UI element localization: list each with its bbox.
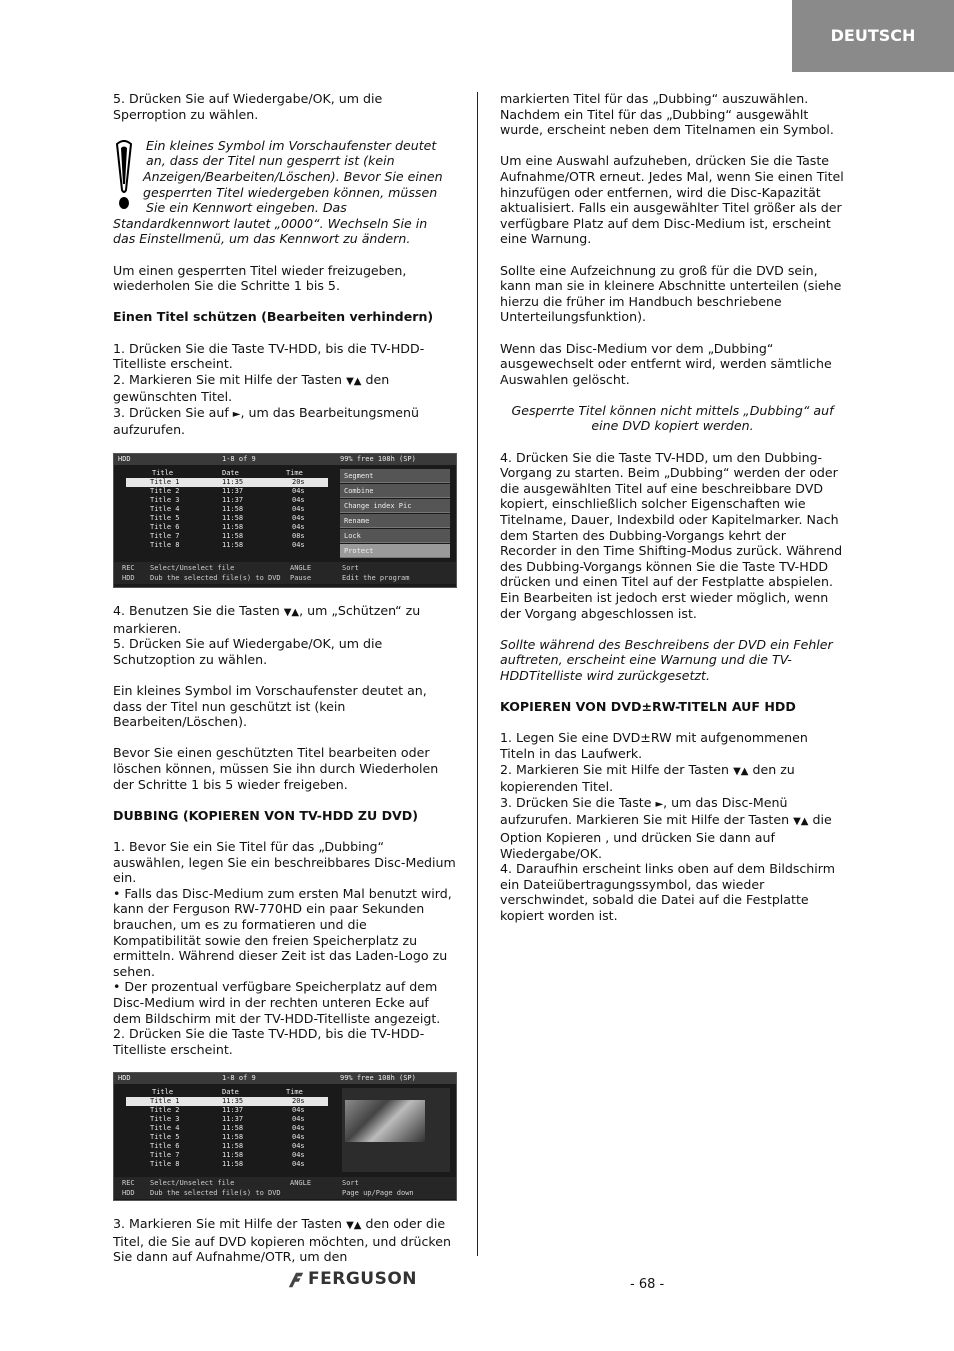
- note-line: Anzeigen/Bearbeiten/Löschen). Bevor Sie einen: [143, 168, 443, 184]
- protect-step-4: 4. Benutzen Sie die Tasten ▼▲, um „Schützen“ zu markieren.: [113, 603, 421, 636]
- table-row: Title 3 11:37 04s: [150, 496, 305, 505]
- menu-item-change-index: Change index Pic: [340, 499, 450, 513]
- dubbing-step-2: 2. Drücken Sie die Taste TV-HDD, bis die TV-HDD-Titelliste erscheint.: [113, 1026, 425, 1057]
- note-line: Standardkennwort lautet „0000“. Wechseln Sie in: [113, 215, 428, 231]
- table-row: Title 5 11:58 04s: [150, 1133, 305, 1142]
- table-row: Title 6 11:58 04s: [150, 523, 305, 532]
- copy-step-4: 4. Daraufhin erscheint links oben auf dem Bildschirm ein Dateiübertragungssymbol, das wieder verschwindet, sobald die Datei auf die Festplatte kopiert worden ist.: [500, 861, 836, 923]
- menu-item-protect: Protect: [340, 544, 450, 558]
- copy-step-3: 3. Drücken Sie die Taste ►, um das Disc-Menü aufzurufen. Markieren Sie mit Hilfe der Tasten ▼▲ die Option Kopieren , und drücken Sie dann auf Wiedergabe/OK.: [500, 794, 832, 861]
- updown-arrows-icon: ▼▲: [346, 375, 362, 387]
- dubbing-step-1: 1. Bevor Sie ein Sie Titel für das „Dubbing“ auswählen, legen Sie ein beschreibbares Disc-Medium ein.: [113, 838, 456, 886]
- table-row: Title 4 11:58 04s: [150, 1124, 305, 1133]
- heading-protect: Einen Titel schützen (Bearbeiten verhindern): [113, 309, 434, 325]
- ferguson-logo: FERGUSON: [287, 1271, 417, 1289]
- table-row: Title 3 11:37 04s: [150, 1115, 305, 1124]
- table-row: Title 8 11:58 04s: [150, 1160, 305, 1169]
- table-row: Title 2 11:37 04s: [150, 487, 305, 496]
- page-number: - 68 -: [630, 1277, 665, 1292]
- updown-arrows-icon: ▼▲: [283, 607, 300, 619]
- preview-image: [345, 1100, 425, 1142]
- exclamation-icon: [113, 140, 135, 212]
- note-line: an, dass der Titel nun gesperrt ist (kein: [146, 153, 395, 169]
- updown-arrows-icon: ▼▲: [733, 765, 749, 777]
- right-arrow-icon: ►: [655, 798, 664, 810]
- hdd-dubbing-screenshot: HDD 1-8 of 9 99% free 108h (SP) Title Date Time Title 1 11:35 20s Title 2 11:37 04s Title 3 11:37 04s Title 4 11:58 04s Title 5 11:58 04s Title 6 11:58 04s Title 7 11:58 04s Title 8 11:58 04s REC Select/Unselect file ANGLE Sort HDD Dub the selected file(s) to DVD Page up/Page down: [113, 1072, 457, 1201]
- note-line: Ein kleines Symbol im Vorschaufenster deutet: [146, 137, 437, 153]
- copy-step-1: 1. Legen Sie eine DVD±RW mit aufgenommenen Titeln in das Laufwerk.: [500, 730, 808, 761]
- heading-dubbing: DUBBING (KOPIEREN VON TV-HDD ZU DVD): [113, 807, 419, 823]
- screen-header: HDD 1-8 of 9 99% free 108h (SP): [114, 454, 456, 465]
- menu-item-lock: Lock: [340, 529, 450, 543]
- dubbing-step-3: 3. Markieren Sie mit Hilfe der Tasten ▼▲ den oder die Titel, die Sie auf DVD kopieren möchten, und drücken Sie dann auf Aufnahme/OTR, um den: [113, 1216, 452, 1265]
- screen-footer: REC Select/Unselect file ANGLE Sort HDD Dub the selected file(s) to DVD Page up/Page down: [114, 1177, 456, 1199]
- note-line: das Einstellmenü, um das Kennwort zu ändern.: [113, 231, 411, 247]
- copy-step-2: 2. Markieren Sie mit Hilfe der Tasten ▼▲ den zu kopierenden Titel.: [500, 761, 795, 795]
- ferguson-logo-icon: [287, 1271, 305, 1289]
- note-line: gesperrten Titel wiedergeben können, müssen: [143, 184, 438, 200]
- dubbing-continued: markierten Titel für das „Dubbing“ auszuwählen. Nachdem ein Titel für das „Dubbing“ ausgewählt wurde, erscheint neben dem Titelnamen ein Symbol.: [500, 91, 834, 138]
- screen-header: HDD 1-8 of 9 99% free 108h (SP): [114, 1073, 456, 1084]
- heading-copy-dvd-hdd: KOPIEREN VON DVD±RW-TITELN AUF HDD: [500, 699, 796, 715]
- step-5-lock: 5. Drücken Sie auf Wiedergabe/OK, um die Sperroption zu wählen.: [113, 91, 383, 122]
- right-column: [500, 91, 845, 923]
- table-row: Title 7 11:58 04s: [150, 1151, 305, 1160]
- hdd-edit-menu-screenshot: HDD 1-8 of 9 99% free 108h (SP) Title Date Time Title 1 11:35 20s Title 2 11:37 04s Title 3 11:37 04s Title 4 11:58 04s Title 5 11:58 04s Title 6 11:58 04s Title 7 11:58 08s Title 8 11:58 04s Segment Combine Change index Pic Rename Lock Protect REC Select/Unselect file ANGLE Sort HDD Dub the selected file(s) to DVD Pause Edit the program: [113, 453, 457, 588]
- left-column: [113, 91, 458, 1265]
- menu-item-segment: Segment: [340, 469, 450, 483]
- protect-step-3: 3. Drücken Sie auf ►, um das Bearbeitungsmenü aufzurufen.: [113, 404, 419, 438]
- table-row: Title 5 11:58 04s: [150, 514, 305, 523]
- menu-item-rename: Rename: [340, 514, 450, 528]
- protect-step-1: 1. Drücken Sie die Taste TV-HDD, bis die TV-HDD-Titelliste erscheint.: [113, 340, 425, 372]
- right-arrow-icon: ►: [232, 408, 241, 420]
- table-row: Title 1 11:35 20s: [126, 478, 328, 487]
- disc-change-paragraph: Wenn das Disc-Medium vor dem „Dubbing“ ausgewechselt oder entfernt wird, werden sämtliche Auswahlen gelöscht.: [500, 340, 832, 387]
- protect-step-2: 2. Markieren Sie mit Hilfe der Tasten ▼▲ den gewünschten Titel.: [113, 371, 390, 405]
- updown-arrows-icon: ▼▲: [793, 816, 809, 828]
- language-tab: DEUTSCH: [792, 0, 954, 72]
- table-row: Title 6 11:58 04s: [150, 1142, 305, 1151]
- preview-window: [342, 1088, 450, 1172]
- locked-note: Gesperrte Titel können nicht mittels „Dubbing“ auf eine DVD kopiert werden.: [511, 402, 834, 434]
- dubbing-step-4: 4. Drücken Sie die Taste TV-HDD, um den Dubbing-Vorgang zu starten. Beim „Dubbing“ werden der oder die ausgewählten Titel auf eine beschreibbare DVD kopiert, einschließlich solcher Eigenschaften wie Titelname, Dauer, Indexbild oder Kapitelmarker. Nach dem Starten des Dubbing-Vorgangs kehrt der Recorder in den Time Shifting-Modus zurück. Während des Dubbing-Vorgangs können Sie die Taste TV-HDD drücken und einen Titel auf der Festplatte abspielen. Ein Bearbeiten ist jedoch erst wieder möglich, wenn der Vorgang abgeschlossen ist.: [500, 449, 843, 621]
- deselect-paragraph: Um eine Auswahl aufzuheben, drücken Sie die Taste Aufnahme/OTR erneut. Jedes Mal, wenn Sie einen Titel hinzufügen oder entfernen, wird die Disc-Kapazität aktualisiert. Falls ein ausgewählter Titel größer als der verfügbare Platz auf dem Disc-Medium ist, erscheint eine Warnung.: [500, 153, 844, 247]
- table-row: Title 1 11:35 20s: [126, 1097, 328, 1106]
- protect-step-5: 5. Drücken Sie auf Wiedergabe/OK, um die Schutzoption zu wählen.: [113, 636, 383, 667]
- table-row: Title 2 11:37 04s: [150, 1106, 305, 1115]
- updown-arrows-icon: ▼▲: [346, 1220, 362, 1232]
- error-note: Sollte während des Beschreibens der DVD ein Fehler auftreten, erscheint eine Warnung und die TV-HDDTitelliste wird zurückgesetzt.: [500, 636, 833, 683]
- table-row: Title 4 11:58 04s: [150, 505, 305, 514]
- column-divider: [477, 92, 478, 1256]
- split-paragraph: Sollte eine Aufzeichnung zu groß für die DVD sein, kann man sie in kleinere Abschnitte unterteilen (siehe hierzu die früher im Handbuch beschriebene Unterteilungsfunktion).: [500, 262, 842, 325]
- note-line: Sie ein Kennwort eingeben. Das: [146, 200, 347, 216]
- menu-item-combine: Combine: [340, 484, 450, 498]
- dubbing-bullet-1: • Falls das Disc-Medium zum ersten Mal benutzt wird, kann der Ferguson RW-770HD ein paar Sekunden brauchen, um es zu formatieren und die Kompatibilität sowie den freien Speicherplatz zu ermitteln. Während dieser Zeit ist das Laden-Logo zu sehen.: [113, 885, 452, 979]
- screen-footer: REC Select/Unselect file ANGLE Sort HDD Dub the selected file(s) to DVD Pause Edit the program: [114, 562, 456, 584]
- table-row: Title 7 11:58 08s: [150, 532, 305, 541]
- unlock-paragraph: Um einen gesperrten Titel wieder freizugeben, wiederholen Sie die Schritte 1 bis 5.: [113, 262, 407, 294]
- table-row: Title 8 11:58 04s: [150, 541, 305, 550]
- warning-note: [113, 138, 458, 247]
- protect-release: Bevor Sie einen geschützten Titel bearbeiten oder löschen können, müssen Sie ihn durch Wiederholen der Schritte 1 bis 5 wieder freigeben.: [113, 745, 439, 792]
- dubbing-bullet-2: • Der prozentual verfügbare Speicherplatz auf dem Disc-Medium wird in der rechten unteren Ecke auf dem Bildschirm mit der TV-HDD-Titelliste angezeigt.: [113, 979, 441, 1026]
- protect-info: Ein kleines Symbol im Vorschaufenster deutet an, dass der Titel nun geschützt ist (kein Bearbeiten/Löschen).: [113, 683, 427, 730]
